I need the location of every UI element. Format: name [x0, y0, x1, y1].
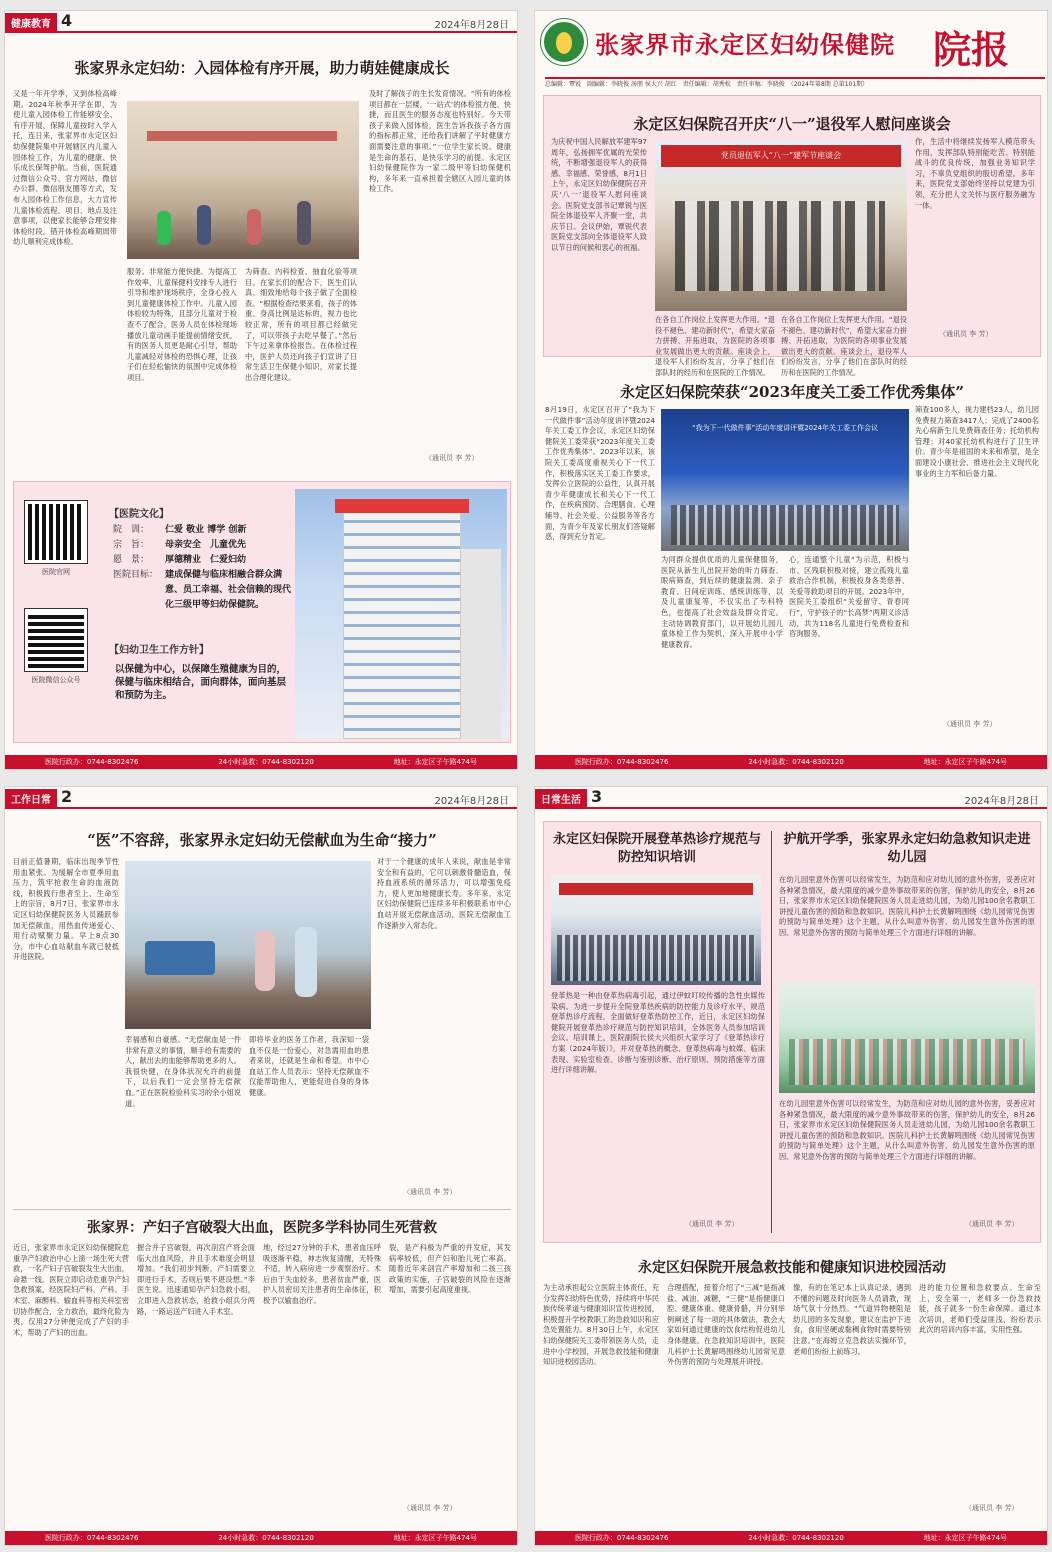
column-divider	[771, 831, 772, 1233]
article-column: 服务。非常能方便快捷。为提高工作效率，儿童保健科安排专人进行引导和维护现场秩序，全身心投入到儿童健康体检工作中。儿童入园体检较为特殊，且部分儿童对于检查不了配合，医务人员在体检现场播放儿童动画手能提前情绪安抚，有的医务人员更是耐心引导，帮助儿童减轻对体检的恐惧心理，让孩子们在轻松愉快的氛围中完成体检项目。	[127, 267, 237, 382]
byline: （通讯员 李 芳）	[965, 1220, 1019, 1228]
footer-emergency: 24小时急救：0744-8302120	[218, 758, 314, 766]
culture-row-value: 母亲安全 儿童优先	[165, 540, 247, 550]
headline: “医”不容辞，张家界永定妇幼无偿献血为生命“接力”	[87, 831, 437, 849]
article-column: 在幼儿园里意外伤害可以经常发生，为防范和应对幼儿园的意外伤害，妥善应对各种紧急情况，最大限度的减少意外事故带来的伤害，保护幼儿的安全，8月26日，张家界市永定区妇幼保健院医务人员走进幼儿园，为幼儿园100余名教职工讲授儿童伤害的预防和急救知识。医院儿科护士长黄解鸣围绕《幼儿园常见伤害的预防与简单处理》这个主题，从什么叫意外伤害、幼儿园发生意外伤害的原因、常见意外伤害的预防与简单处理三个方面进行详细的讲解。	[779, 875, 1035, 937]
page-2	[4, 786, 518, 1546]
banner: 党员退伍军人“八一”建军节座谈会	[661, 145, 901, 167]
headline: 永定区妇保院开展登革热诊疗规范与防控知识培训	[552, 832, 761, 865]
byline: （通讯员 李 芳）	[939, 330, 993, 338]
culture-row	[113, 568, 293, 613]
article-column: 作，生活中将继续发扬军人模范带头作用，发挥部队特别能吃苦、特别能战斗的优良传统，加强业务知识学习，不辜负党组织的殷切希望。多年来，医院党支部始终坚持以党建为引领，充分把人文关怀与医疗服务融为一体。	[915, 137, 1035, 210]
culture-row-value: 仁爱 敬业 博学 创新	[165, 525, 247, 535]
footer-address: 地址：永定区子午路474号	[393, 758, 478, 766]
byline: （通讯员 李 芳）	[403, 1504, 457, 1512]
section-tag: 工作日常	[5, 789, 57, 808]
culture-row	[113, 553, 293, 568]
page-header	[535, 787, 1047, 809]
article-column: 地，经过27分钟的手术，患者血压呼吸逐渐平稳，神志恢复清醒，无特殊不适，转入病房进一步观察治疗。术后由于失血较多，患者贫血严重，医护人员密切关注患者的生命体征，积极予以输血治疗。	[263, 1243, 381, 1305]
article-column: 在各自工作岗位上发挥更大作用。“退役不褪色、建功新时代”，希望大家奋力拼搏、开拓进取，为医院的各项事业发展做出更大的贡献。座谈会上，退役军人们纷纷发言，分享了他们在部队时的经历和在医院的工作情况。	[781, 315, 907, 377]
footer-address: 地址：永定区子午路474号	[923, 758, 1008, 766]
article-column: 裂，是产科极为严重的并发症，其发病率较低，但产妇和胎儿死亡率高。随着近年来剖宫产率增加和二孩三孩政策的实施，子宫破裂的风险在逐渐增加，需要引起高度重视。	[389, 1243, 511, 1295]
article-column: 握合并子宫破裂，再次剖宫产将会面临大出血风险，并且手术难度会明显增加。“我们初步判断，产妇需要立即进行手术，否则后果不堪设想。”李医生说。迅速通知孕产妇急救小组，立即进入急救状态，抢救小组兵分两路，一路运送产妇进入手术室。	[137, 1243, 255, 1316]
paper-title: 张家界市永定区妇幼保健院	[595, 30, 895, 59]
page-footer	[5, 755, 517, 769]
culture-title: 【医院文化】	[109, 509, 169, 520]
article-column: 近日，张家界市永定区妇幼保健院危重孕产妇救治中心上演一场生死大营救，一名产妇子宫破裂发生大出血，命悬一线。医院立即启动危重孕产妇急救预案，经医院妇产科、产科、手术室、麻醉科、输血科等相关科室密切协作配合，全力救治，最终化险为夷，仅用27分钟便完成了产妇的手术，帮助了产妇的出血。	[13, 1243, 129, 1337]
hospital-building-photo	[295, 489, 507, 739]
article-column: 幸福感和自豪感。“无偿献血是一件非常有意义的事情，顺手给有需要的人，献出去的血能够帮助更多的人。我很快健，在身体状况允许的前提下，以后我们一定会坚持无偿献血。”正在医院检验科实习的余小姐说道。	[125, 1035, 241, 1108]
culture-row-value: 厚德精业 仁爱妇幼	[165, 555, 247, 565]
headline: 永定区妇保院召开庆“八一”退役军人慰问座谈会	[633, 115, 951, 133]
footer-phone: 医院行政办：0744-8302476	[574, 1534, 669, 1542]
paper-name: 院报	[933, 27, 1010, 72]
footer-emergency: 24小时急救：0744-8302120	[748, 758, 844, 766]
issue-date: 2024年8月28日	[434, 796, 509, 807]
issue-date: 2024年8月28日	[434, 20, 509, 31]
page-1	[534, 10, 1048, 770]
article-column: 对于一个健康的成年人来说，献血是非常安全和有益的，它可以刺激骨髓造血，保持血液系统的循环活力，可以增强免疫力，使人更加地健康长寿。多年来，永定区妇幼保健院已连续多年积极联系市中心血站开展无偿献血活动，医院无偿献血工作逐渐步入常态化。	[377, 857, 511, 930]
page-number: 4	[61, 11, 73, 30]
page-number: 3	[591, 787, 603, 806]
article-column: 合理搭配，接着介绍了“三减”是指减盐、减油、减糖，“三健”是指健康口腔、健康体重、健康骨骼，并分别举例阐述了每一项的具体做法，教会大家如何通过健康的饮食结构促进幼儿身体健康。在急救知识培训中，医院儿科护士长黄解鸣围绕幼儿园常见意外伤害的预防与处理展开讲授。	[667, 1283, 785, 1367]
headline: 张家界：产妇子宫破裂大出血，医院多学科协同生死营救	[87, 1220, 437, 1236]
culture-row-label: 愿 景：	[113, 555, 150, 565]
culture-row-label: 医院目标：	[113, 570, 159, 580]
section-tag: 健康教育	[5, 13, 57, 32]
page-number: 2	[61, 787, 73, 806]
page-header	[5, 787, 517, 809]
culture-row-label: 院 训：	[113, 525, 150, 535]
qr-code-icon[interactable]	[25, 609, 87, 671]
award-meeting-photo	[661, 409, 909, 551]
qr-code-icon[interactable]	[25, 501, 87, 563]
article-column: 心，连通整个儿童“为示范，积极与市、区残联积极对接，建立孤残儿童救治合作机制，积极投身各类慈善、关爱等救助项目的开展。2023年中，医院关工委组织“关爱留守、青春同行”，守护孩子的“长高梦”两期义诊活动，共为118名儿童进行免费检查和咨询服务。	[789, 555, 909, 639]
section-tag: 日常生活	[535, 789, 587, 808]
article-column: 即将毕业的医务工作者，我深知一袋血不仅是一份爱心，对急需用血的患者来说，还就是生命和希望。市中心血站工作人员表示：坚持无偿献血不仅能帮助他人，更能促进自身的身体健康。	[249, 1035, 369, 1097]
culture-row-label: 宗 旨：	[113, 540, 150, 550]
policy-title: 【妇幼卫生工作方针】	[109, 645, 209, 656]
veterans-meeting-photo	[655, 141, 907, 311]
article-column: 8月19日，永定区召开了“我为下一代做件事”活动年度讲评暨2024年关工委工作会议，永定区妇幼保健院关工委荣获“2023年度关工委工作优秀集体”。2023年以来，该院关工委高度重视关心下一代工作，积极落实区关工委工作要求，发挥公立医院的公益性，认真开展青少年健康成长和关心下一代工作，在疾病预防、合理膳食、心理辅导、社会关爱、公益服务等各方面，为青少年及家长朋友们答疑解惑，得到充分肯定。	[545, 405, 655, 542]
culture-list	[113, 523, 293, 613]
banner: “我为下一代做件事”活动年度讲评暨2024年关工委工作会议	[691, 424, 879, 432]
article-column: 进的能力位置和急救要点。生命至上，安全第一，老师多一份急救技能，孩子就多一份生命保障。通过本次培训，老师们受益匪浅，纷纷表示此次的培训内容丰富，实用性强。	[919, 1283, 1041, 1335]
page-header	[5, 11, 517, 33]
byline: （通讯员 李 芳）	[425, 454, 479, 462]
article-column: 在各自工作岗位上发挥更大作用。“退役不褪色、建功新时代”，希望大家奋力拼搏、开拓进取，为医院的各项事业发展做出更大的贡献。座谈会上，退役军人们纷纷发言，分享了他们在部队时的经历和在医院的工作情况。	[655, 315, 775, 377]
article-column: 为筛查、内科检查、抽血化验等项目。在家长们的配合下，医生们认真、细致地给每个孩子做了全面检查。“根据检查结果来看，孩子的体重、身高比例是达标的，视力也比较正常，所有的项目都已经做完了，可以带孩子去吃早餐了。”然后下午过来拿体检报告。在体检过程中，医护人员还向孩子们宣讲了日常生活卫生保健小知识，对家长提出合理化建议。	[245, 267, 357, 382]
article-column: 筛查100多人，视力建档23人，幼儿园免费视力筛查3417人；完成了2400名先心病新生儿免费筛查任务；托幼机构管理；对40家托幼机构进行了卫生评价。青少年是祖国的未来和希望，是全面建设小康社会、推进社会主义现代化事业的主力军和后备力量。	[915, 405, 1039, 478]
footer-address: 地址：永定区子午路474号	[393, 1534, 478, 1542]
headline: 永定区妇保院开展急救技能和健康知识进校园活动	[638, 1260, 946, 1276]
kindergarten-photo	[779, 983, 1035, 1093]
page-3	[534, 786, 1048, 1546]
article-column: 为主动承担起公立医院主体责任，充分发挥妇幼特色优势，持续将中华民族传统孝道与健康知识宣传进校园，积极提升学校教职工的急救知识和应急处置能力。8月30日上午，永定区妇幼保健院关工委带领医务人员，走进中小学校园，开展急救技能和健康知识进校园活动。	[543, 1283, 659, 1367]
culture-row	[113, 538, 293, 553]
footer-phone: 医院行政办：0744-8302476	[44, 1534, 139, 1542]
checkup-photo	[127, 101, 359, 259]
issue-date: 2024年8月28日	[964, 796, 1039, 807]
footer-address: 地址：永定区子午路474号	[923, 1534, 1008, 1542]
byline: （通讯员 李 芳）	[403, 1188, 457, 1196]
masthead: 总编辑：覃锐 副编辑：李晓俊 汤朋 侯大兴 胡红 责任编辑：胡秀松 责任审稿：李晓俊 （2024年第8期 总第101期）	[545, 77, 1045, 89]
article-column: 及时了解孩子的生长发育情况。“所有的体检项目都在一层楼，‘一站式’的体检很方便、快捷，而且医生的服务态度也特别好。今天带孩子来做入园体检，医生告诉我孩子各方面的指标都正常，还给我们讲解了平时健康方面需要注意的事项。”一位学生家长说。健康是生命的基石，是快乐学习的前提。永定区妇幼保健院作为一家二级甲等妇幼保健机构，多年来一直承担着全辖区入园儿童的体检工作。	[369, 89, 511, 194]
article-column: 又是一年开学季，又到体检高峰期。2024年秋季开学在即，为使儿童入园体检工作能够安全、有序开展，保障儿童按时入学入托，连日来，张家界市永定区妇幼保健院集中开展辖区内儿童入园体检工作，为儿童的健康、快乐成长保驾护航。当前，医院通过微信公众号、官方网站、微信办公群、微信朋友圈等方式，发布入园体检工作信息，大力宣传儿童体检流程、项目、地点及注意事项，以便家长能够合理安排体检时段，错开体检高峰期周带幼儿顺利完成体检。	[13, 89, 117, 247]
headline: 护航开学季，张家界永定妇幼急救知识走进幼儿园	[783, 832, 1031, 865]
byline: （通讯员 李 芳）	[685, 1220, 739, 1228]
hospital-logo-icon	[541, 19, 587, 65]
qr-caption: 医院官网	[42, 568, 70, 576]
footer-emergency: 24小时急救：0744-8302120	[748, 1534, 844, 1542]
training-photo	[551, 875, 761, 985]
page-footer	[535, 1531, 1047, 1545]
headline: 张家界永定妇幼：入园体检有序开展，助力萌娃健康成长	[74, 59, 450, 77]
page-4	[4, 10, 518, 770]
article-column: 为庆祝中国人民解放军建军97周年，弘扬拥军优属的光荣传统，不断增强退役军人的获得感、幸福感、荣誉感，8月1日上午，永定区妇幼保健院召开庆‘八一’退役军人慰问座谈会。医院党支部书记覃锐与医院全体退役军人齐聚一堂，共庆节日。会议伊始，覃锐代表医院党支部向全体退役军人致以节日的问候和衷心的祝福。	[551, 137, 647, 252]
culture-row-value: 建成保健与临床相融合群众满意、员工幸福、社会信赖的现代化三级甲等妇幼保健院。	[165, 570, 292, 610]
article-column: 登革热是一种由登革热病毒引起，通过伊蚊叮咬传播的急性虫媒传染病。为进一步提升全院登革热疾病的防控能力及诊疗水平，规范登革热诊疗流程，全面做好登革热防控工作，近日，永定区妇幼保健院开展登革热诊疗规范与防控知识培训，全体医务人员参加培训会议。培训课上，医院副院长侯大兴组织大家学习了《登革热诊疗方案（2024年版）》，并对登革热的概念、登革热病毒与蚊媒、临床表现、实验室检查、诊断与鉴别诊断、治疗原则、预防措施等方面进行详细讲解。	[551, 991, 765, 1075]
headline: 永定区妇保院荣获“2023年度关工委工作优秀集体”	[619, 383, 964, 401]
page-footer	[535, 755, 1047, 769]
article-column: 像，有的在笔记本上认真记录，遇到不懂的问题及时向医务人员请教，现场气氛十分热烈。“气道异物梗阻是幼儿园的多发现象，建议在监护下进食，食用坚硬或黏稠食物时需要特别注意。”在海姆立克急救法实操环节，老师们纷纷上前练习。	[793, 1283, 911, 1356]
policy-text: 以保健为中心，以保障生殖健康为目的，保健与临床相结合，面向群体，面向基层和预防为主。	[115, 664, 287, 701]
article-column: 目前正值暑期，临床出现季节性用血紧张。为缓解全市夏季用血压力，筑牢抢救生命的血液防线，积极践行患者至上、生命至上的宗旨，8月7日，张家界市永定区妇幼保健院医务人员踊跃参加无偿献血，用热血传递爱心、用行动赋聚力量。早上8点30分，市中心血站献血车就已驶抵开进医院。	[13, 857, 119, 962]
footer-phone: 医院行政办：0744-8302476	[574, 758, 669, 766]
footer-emergency: 24小时急救：0744-8302120	[218, 1534, 314, 1542]
article-column: 在幼儿园里意外伤害可以经常发生，为防范和应对幼儿园的意外伤害，妥善应对各种紧急情况，最大限度的减少意外事故带来的伤害，保护幼儿的安全，8月26日，张家界市永定区妇幼保健院医务人员走进幼儿园，为幼儿园100余名教职工讲授儿童伤害的预防和急救知识。医院儿科护士长黄解鸣围绕《幼儿园常见伤害的预防与简单处理》这个主题，从什么叫意外伤害、幼儿园发生意外伤害的原因、常见意外伤害的预防与简单处理三个方面进行详细的讲解。	[779, 1099, 1035, 1161]
byline: （通讯员 李 芳）	[943, 720, 997, 728]
blood-donation-photo	[125, 861, 371, 1029]
byline: （通讯员 李 芳）	[965, 1504, 1019, 1512]
footer-phone: 医院行政办：0744-8302476	[44, 758, 139, 766]
page-footer	[5, 1531, 517, 1545]
article-column: 为同群众提供优质的儿童保健服务，医院从新生儿出院开始的听力筛查、眼病筛查，到后续的健康监测、亲子教育、日间症训练、感统训练等，以及儿童康复等，不仅实出了专科特色，也提高了社会效益及群众肯定。主动协调教育部门，以开展幼儿园儿童体检工作为契机，深入开展中小学健康教育。	[661, 555, 783, 649]
culture-row	[113, 523, 293, 538]
qr-caption: 医院微信公众号	[31, 676, 81, 684]
